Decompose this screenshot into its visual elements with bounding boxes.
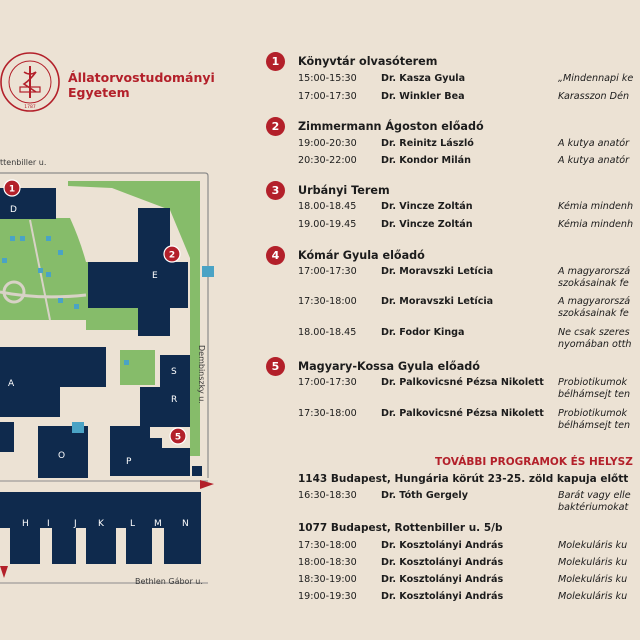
program-time: 17:30-18:00 bbox=[298, 408, 357, 419]
program-description: A kutya anatór bbox=[558, 155, 630, 166]
more-programs-title: TOVÁBBI PROGRAMOK ÉS HELYSZ bbox=[435, 456, 633, 468]
marker-e bbox=[202, 266, 214, 277]
program-time: 19:00-20:30 bbox=[298, 138, 357, 149]
program-time: 20:30-22:00 bbox=[298, 155, 357, 166]
svg-text:1: 1 bbox=[8, 184, 16, 195]
program-speaker: Dr. Kosztolányi András bbox=[381, 591, 504, 602]
building-wing-4 bbox=[126, 528, 152, 564]
program-description-line2: szokásainak fe bbox=[558, 308, 629, 319]
building-tiny bbox=[192, 466, 202, 476]
building-label-I: I bbox=[47, 519, 50, 529]
program-speaker: Dr. Moravszki Letícia bbox=[381, 266, 494, 277]
building-label-R: R bbox=[171, 395, 178, 405]
map-pin-2[interactable] bbox=[164, 246, 180, 262]
program-speaker: Dr. Kosztolányi András bbox=[381, 574, 504, 585]
building-label-S: S bbox=[171, 367, 177, 377]
program-time: 17:30-18:00 bbox=[298, 540, 357, 551]
program-speaker: Dr. Kasza Gyula bbox=[381, 73, 466, 84]
program-time: 18:00-18:30 bbox=[298, 557, 357, 568]
program-speaker: Dr. Fodor Kinga bbox=[381, 327, 465, 338]
building-wing-2 bbox=[52, 528, 76, 564]
program-description: Ne csak szeres bbox=[558, 327, 630, 338]
program-description-line2: nyomában otth bbox=[558, 339, 632, 350]
program-time: 15:00-15:30 bbox=[298, 73, 357, 84]
program-speaker: Dr. Vincze Zoltán bbox=[381, 201, 473, 212]
street-label-top: ttenbiller u. bbox=[0, 158, 47, 167]
program-description: Karasszon Dén bbox=[558, 91, 630, 102]
program-description: A kutya anatór bbox=[558, 138, 630, 149]
street-label-bottom: Bethlen Gábor u. bbox=[135, 577, 203, 586]
program-time: 16:30-18:30 bbox=[298, 490, 357, 501]
svg-text:2: 2 bbox=[168, 250, 176, 261]
building-R bbox=[140, 387, 190, 427]
program-description: Molekuláris ku bbox=[558, 540, 628, 551]
section-title: Zimmermann Ágoston előadó bbox=[298, 120, 484, 133]
section-number-badge: 1 bbox=[266, 52, 285, 71]
building-label-D: D bbox=[10, 205, 17, 215]
program-speaker: Dr. Kosztolányi András bbox=[381, 540, 504, 551]
program-description: Probiotikumok bbox=[558, 408, 628, 419]
building-label-M: M bbox=[154, 519, 162, 529]
program-description-line2: bélhámsejt ten bbox=[558, 389, 631, 400]
building-label-O: O bbox=[58, 451, 66, 461]
program-description: Probiotikumok bbox=[558, 377, 628, 388]
program-description: Barát vagy elle bbox=[558, 490, 631, 501]
entrance-arrow-south-icon bbox=[0, 566, 8, 578]
building-wing-5 bbox=[164, 528, 201, 564]
section-1 bbox=[266, 52, 640, 72]
program-speaker: Dr. Moravszki Letícia bbox=[381, 296, 494, 307]
building-label-N: N bbox=[182, 519, 189, 529]
program-speaker: Dr. Palkovicsné Pézsa Nikolett bbox=[381, 408, 544, 419]
building-label-L: L bbox=[130, 519, 136, 529]
building-label-E: E bbox=[152, 271, 158, 281]
program-description-line2: bélhámsejt ten bbox=[558, 420, 631, 431]
building-label-J: J bbox=[74, 519, 77, 529]
program-time: 19.00-19.45 bbox=[298, 219, 357, 230]
program-time: 18.00-18.45 bbox=[298, 327, 357, 338]
campus-map bbox=[0, 0, 230, 640]
program-speaker: Dr. Reinitz László bbox=[381, 138, 474, 149]
section-number-badge: 5 bbox=[266, 357, 285, 376]
building-small bbox=[0, 422, 14, 452]
program-speaker: Dr. Vincze Zoltán bbox=[381, 219, 473, 230]
building-label-P: P bbox=[126, 457, 132, 467]
program-description: A magyarorszá bbox=[558, 266, 631, 277]
section-4 bbox=[266, 246, 640, 266]
program-speaker: Dr. Tóth Gergely bbox=[381, 490, 468, 501]
program-description: Molekuláris ku bbox=[558, 557, 628, 568]
program-speaker: Dr. Kosztolányi András bbox=[381, 557, 504, 568]
building-label-K: K bbox=[98, 519, 104, 529]
map-pin-1[interactable] bbox=[4, 180, 20, 196]
program-time: 17:00-17:30 bbox=[298, 266, 357, 277]
section-5 bbox=[266, 357, 640, 377]
section-number-badge: 2 bbox=[266, 117, 285, 136]
program-description: „Mindennapi ke bbox=[558, 73, 634, 84]
building-label-H: H bbox=[22, 519, 29, 529]
university-name-line2: Egyetem bbox=[68, 85, 130, 100]
program-time: 17:30-18:00 bbox=[298, 296, 357, 307]
marker-o bbox=[72, 422, 84, 433]
building-label-A: A bbox=[8, 379, 15, 389]
program-description-line2: szokásainak fe bbox=[558, 278, 629, 289]
section-number-badge: 3 bbox=[266, 181, 285, 200]
university-name-line1: Állatorvostudományi bbox=[68, 70, 215, 85]
section-title: Urbányi Terem bbox=[298, 184, 390, 197]
program-time: 17:00-17:30 bbox=[298, 377, 357, 388]
svg-text:5: 5 bbox=[174, 432, 182, 443]
program-time: 19:00-19:30 bbox=[298, 591, 357, 602]
program-time: 18:30-19:00 bbox=[298, 574, 357, 585]
program-speaker: Dr. Kondor Milán bbox=[381, 155, 471, 166]
program-description: Kémia mindenh bbox=[558, 201, 634, 212]
building-wing-3 bbox=[86, 528, 116, 564]
program-description-line2: baktériumokat bbox=[558, 502, 629, 513]
green-area-south bbox=[120, 350, 155, 385]
street-label-right: Dembinszky u. bbox=[197, 345, 206, 404]
program-description: Molekuláris ku bbox=[558, 591, 628, 602]
program-time: 17:00-17:30 bbox=[298, 91, 357, 102]
map-pin-5[interactable] bbox=[170, 428, 186, 444]
building-A-east bbox=[0, 347, 106, 387]
section-title: Kómár Gyula előadó bbox=[298, 249, 425, 262]
building-A-west bbox=[0, 387, 60, 417]
program-time: 18.00-18.45 bbox=[298, 201, 357, 212]
building-wing-1 bbox=[10, 528, 40, 564]
section-title: Magyary-Kossa Gyula előadó bbox=[298, 360, 480, 373]
section-title: Könyvtár olvasóterem bbox=[298, 55, 438, 68]
program-description: A magyarorszá bbox=[558, 296, 631, 307]
program-description: Kémia mindenh bbox=[558, 219, 634, 230]
section-3 bbox=[266, 181, 640, 201]
program-speaker: Dr. Winkler Bea bbox=[381, 91, 465, 102]
section-number-badge: 4 bbox=[266, 246, 285, 265]
venue-address: 1077 Budapest, Rottenbiller u. 5/b bbox=[298, 522, 503, 534]
seal-year: 1787 bbox=[24, 105, 36, 110]
venue-address: 1143 Budapest, Hungária körút 23-25. zöld kapuja előtt bbox=[298, 473, 629, 485]
program-description: Molekuláris ku bbox=[558, 574, 628, 585]
program-speaker: Dr. Palkovicsné Pézsa Nikolett bbox=[381, 377, 544, 388]
section-2 bbox=[266, 117, 640, 137]
